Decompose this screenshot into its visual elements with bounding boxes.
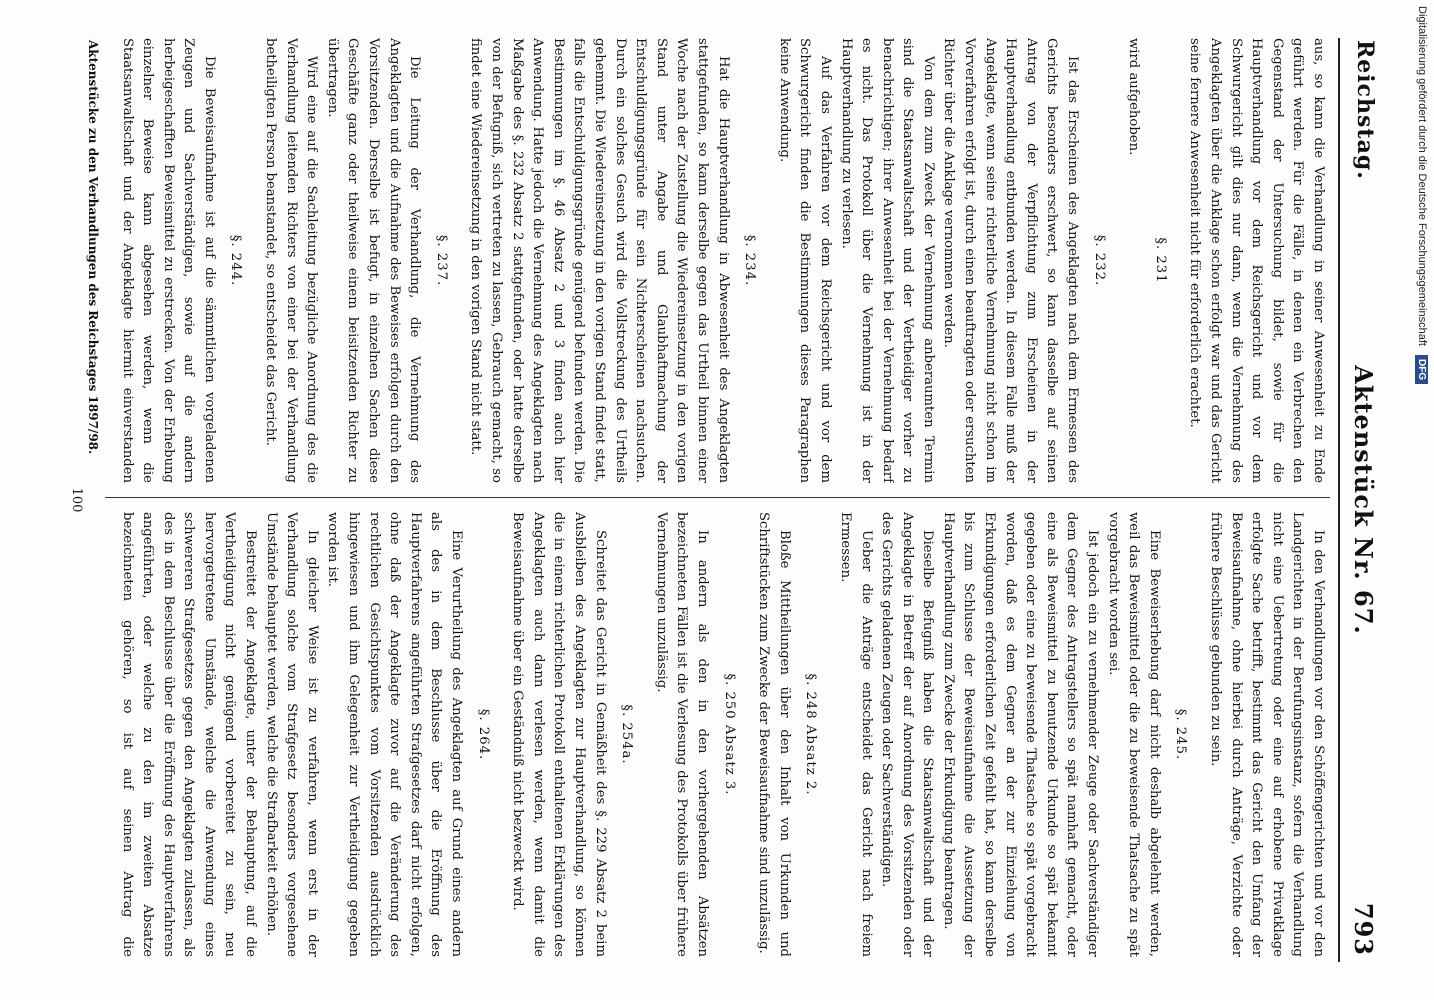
- header-title: Aktenstück Nr. 67.: [1349, 365, 1378, 635]
- paragraph: Von dem zum Zweck der Vernehmung anberaumten Termin sind die Staatsanwaltschaft und der Vertheidiger vorher zu benachrichtigen; ihrer Anwesenheit bei der Vernehmung bedarf es nicht. Das Protokoll über die Vernehmung ist in der Hauptverhandlung zu verlesen.: [838, 38, 936, 483]
- dfg-logo: DFG: [1415, 355, 1428, 384]
- section-heading: §. 237.: [433, 234, 449, 287]
- left-column: [113, 38, 1328, 483]
- paragraph: Die Beweisaufnahme ist auf die sämmtlichen vorgeladenen Zeugen und Sachverständigen, sowie auf die andern herbeigeschafften Beweismittel zu erstrecken. Von der Erhebung einzelner Beweise kann abgesehen werden, wenn die Staatsanwaltschaft und der Angeklagte hiermit einverstanden: [119, 38, 217, 483]
- paragraph: Bloße Mittheilungen über den Inhalt von Urkunden und Schriftstücken zum Zwecke der Beweisaufnahme sind unzulässig.: [756, 512, 792, 957]
- paragraph: Eine Beweiserhebung darf nicht deshalb abgelehnt werden, weil das Beweismittel oder die zu beweisende Thatsache zu spät vorgebracht worden sei.: [1105, 512, 1162, 957]
- section-heading: §. 244.: [228, 234, 244, 287]
- footer-page-number: 100: [69, 487, 84, 513]
- paragraph: In andern als den in den vorhergehenden Absätzen bezeichneten Fällen ist die Verlesung des Protokolls über frühere Vernehmungen unzulässig.: [653, 512, 710, 957]
- paragraph: Bestreitet der Angeklagte, unter der Behauptung, auf die Vertheidigung nicht genügend vorbereitet zu sein, neu hervorgetretene Umstände, welche die Anwendung eines schwereren Strafgesetzes gegen den Angeklagten zulassen, als des in dem Beschlusse über die Eröffnung des Hauptverfahrens angeführten, oder welche zu den im zweiten Absatze bezeichneten gehören, so ist auf seinen Antrag die: [119, 512, 259, 957]
- paragraph: Schreitet das Gericht in Gemäßheit des §. 229 Absatz 2 beim Ausbleiben des Angeklagten zur Hauptverhandlung, so können die in einem richterlichen Protokoll enthaltenen Erklärungen des Angeklagten auch dann verlesen werden, wenn damit die Beweisaufnahme über ein Geständniß nicht bezweckt wird.: [510, 512, 608, 957]
- paragraph: Dieselbe Befugniß haben die Staatsanwaltschaft und der Angeklagte in Betreff der auf Anordnung des Vorsitzenden oder des Gerichts geladenen Zeugen oder Sachverständigen.: [879, 512, 936, 957]
- paragraph: Hat die Hauptverhandlung in Abwesenheit des Angeklagten stattgefunden, so kann derselbe gegen das Urtheil binnen einer Woche nach der Zustellung die Wiedereinsetzung in den vorigen Stand unter Angabe und Glaubhaftmachung der Entschuldigungsgründe für sein Nichterscheinen nachsuchen. Durch ein solches Gesuch wird die Vollstreckung des Urtheils gehemmt. Die Wiedereinsetzung in den vorigen Stand findet statt, falls die Entschuldigungsgründe genügend befunden werden. Die Bestimmungen im §. 46 Absatz 2 und 3 finden auch hier Anwendung. Hatte jedoch die Vernehmung des Angeklagten nach Maßgabe des §. 232 Absatz 2 stattgefunden, oder hatte derselbe von der Befugniß, sich vertreten zu lassen, Gebrauch gemacht, so findet eine Wiedereinsetzung in den vorigen Stand nicht statt.: [468, 38, 731, 483]
- paragraph: In den Verhandlungen vor den Schöffengerichten und vor den Landgerichten in der Berufungsinstanz, sofern die Verhandlung nicht eine Uebertretung oder eine auf erhobene Privatklage erfolgte Sache betrifft, bestimmt das Gericht den Umfang der Beweisaufnahme, ohne hierbei durch Anträge, Verzichte oder frühere Beschlüsse gebunden zu sein.: [1208, 512, 1326, 957]
- header-rule: [1338, 38, 1340, 962]
- footer-note: Aktenstücke zu den Verhandlungen des Reichstages 1897/98.: [86, 40, 100, 455]
- section-heading: §. 264.: [475, 708, 491, 761]
- section-heading: §. 234.: [742, 234, 758, 287]
- paragraph: wird aufgehoben.: [1126, 38, 1142, 156]
- header-page-number: 793: [1349, 902, 1378, 956]
- section-heading: §. 232.: [1091, 234, 1107, 287]
- digitization-sidebar: [1398, 0, 1434, 1000]
- paragraph: Die Leitung der Verhandlung, die Vernehmung des Angeklagten und die Aufnahme des Beweises erfolgen durch den Vorsitzenden. Derselbe ist befugt, in einzelnen Sachen diese Geschäfte ganz oder theilweise einem beisitzenden Richter zu übertragen.: [324, 38, 423, 483]
- paragraph: Ist jedoch ein zu vernehmender Zeuge oder Sachverständiger dem Gegner des Antragstellers so spät namhaft gemacht, oder eine als Beweismittel zu benutzende Urkunde so spät bekannt gegeben oder eine zu beweisende Thatsache so spät vorgebracht worden, daß es dem Gegner an der zur Einziehung von Erkundigungen erforderlichen Zeit gefehlt hat, so kann derselbe bis zum Schlusse der Beweisaufnahme die Aussetzung der Hauptverhandlung zum Zwecke der Erkundigung beantragen.: [940, 512, 1101, 957]
- paragraph: Wird eine auf die Sachleitung bezügliche Anordnung des die Verhandlung leitenden Richters von einer bei der Verhandlung betheiligten Person beanstandet, so entscheidet das Gericht.: [263, 38, 320, 483]
- section-heading: §. 248 Absatz 2.: [803, 673, 819, 796]
- sidebar-credit-text: Digitalisierung gefördert durch die Deutsche Forschungsgemeinschaft: [1416, 6, 1428, 346]
- page-header: [1342, 20, 1390, 980]
- section-heading: §. 245.: [1173, 708, 1189, 761]
- column-divider: [105, 497, 1330, 498]
- right-column: [113, 512, 1328, 957]
- section-heading: §. 254a.: [619, 704, 635, 765]
- sidebar-credit: [1392, 6, 1428, 1006]
- paragraph: Eine Verurtheilung des Angeklagten auf Grund eines andern als des in dem Beschlusse über die Eröffnung des Hauptverfahrens angeführten Strafgesetzes darf nicht erfolgen, ohne daß der Angeklagte zuvor auf die Veränderung des rechtlichen Gesichtspunktes vom Vorsitzenden ausdrücklich hingewiesen und ihm Gelegenheit zur Vertheidigung gegeben worden ist.: [325, 512, 465, 957]
- paragraph: Ueber die Anträge entscheidet das Gericht nach freiem Ermessen.: [837, 512, 874, 957]
- paragraph: Ist das Erscheinen des Angeklagten nach dem Ermessen des Gerichts besonders erschwert, so kann dasselbe auf seinen Antrag von der Verpflichtung zum Erscheinen in der Hauptverhandlung entbunden werden. In diesem Falle muß der Angeklagte, wenn seine richterliche Vernehmung nicht schon im Vorverfahren erfolgt ist, durch einen beauftragten oder ersuchten Richter über die Anklage vernommen werden.: [941, 38, 1081, 483]
- paragraph: aus, so kann die Verhandlung in seiner Anwesenheit zu Ende geführt werden. Für die Fälle, in denen ein Verbrechen den Gegenstand der Untersuchung bildet, sowie für die Hauptverhandlung vor dem Reichsgericht und vor dem Schwurgericht gilt dies nur dann, wenn die Vernehmung des Angeklagten über die Anklage schon erfolgt war und das Gericht seine fernere Anwesenheit nicht für erforderlich erachtet.: [1187, 38, 1326, 483]
- paragraph: In gleicher Weise ist zu verfahren, wenn erst in der Verhandlung solche vom Strafgesetz besonders vorgesehene Umstände behauptet werden, welche die Strafbarkeit erhöhen.: [263, 512, 320, 957]
- section-heading: §. 250 Absatz 3.: [721, 673, 737, 796]
- section-heading: §. 231: [1152, 237, 1168, 284]
- rotated-page-content: [0, 20, 1390, 980]
- header-left: Reichstag.: [1352, 40, 1378, 180]
- paragraph: Auf das Verfahren vor dem Reichsgericht und vor dem Schwurgericht finden die Bestimmungen dieses Paragraphen keine Anwendung.: [776, 38, 833, 483]
